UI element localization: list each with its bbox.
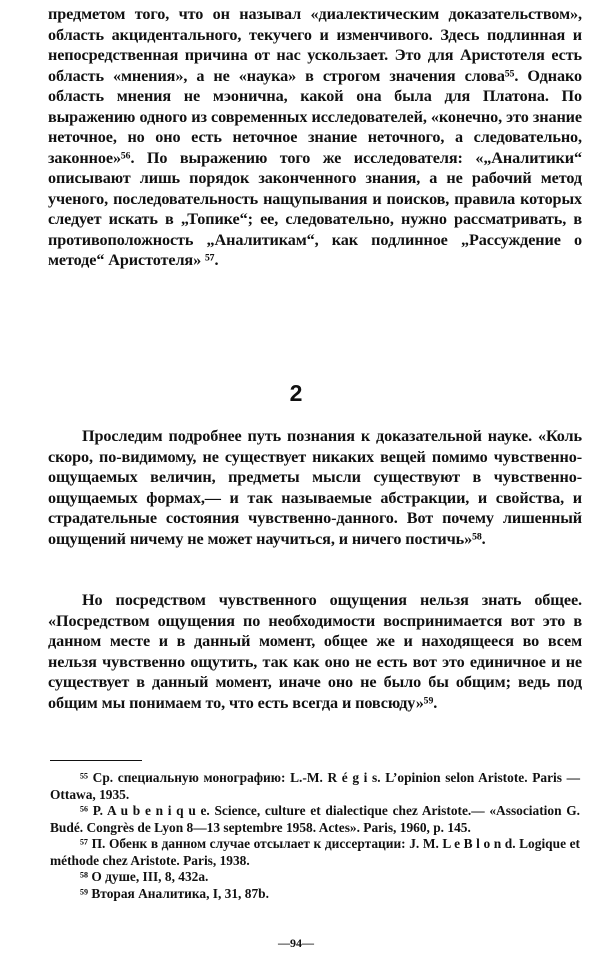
footnote-55: ⁵⁵ Ср. специальную монографию: L.-M. R é g i s. L’opinion selon Aristote. Paris — Ottawa, 1935.: [50, 770, 580, 802]
footnote-divider: [50, 760, 142, 761]
page-number: —94—: [278, 936, 314, 950]
footnote-56: ⁵⁶ P. A u b e n i q u e. Science, culture et dialectique chez Aristote.— «Association G. Budé. Congrès de Lyon 8—13 septembre 1958. Actes». Paris, 1960, p. 145.: [50, 803, 580, 835]
footnote-57: ⁵⁷ П. Обенк в данном случае отсылает к диссертации: J. M. L e B l o n d. Logique et méthode chez Aristote. Paris, 1938.: [50, 836, 580, 868]
footnotes: [50, 770, 580, 902]
footnote-59: ⁵⁹ Вторая Аналитика, I, 31, 87b.: [80, 885, 269, 901]
section-number: 2: [289, 380, 303, 406]
footnote-58: ⁵⁸ О душе, III, 8, 432a.: [80, 869, 209, 884]
paragraph-3: Но посредством чувственного ощущения нельзя знать общее. «Посредством ощущения по необходимости воспринимается вот это в данном месте и в данный момент, общее же и находящееся во всем нельзя чувственно ощутить, так как оно не есть вот это единичное и не существует в данный момент, иначе оно не было бы общим; ведь под общим мы понимаем то, что есть всегда и повсюду»⁵⁹.: [48, 591, 582, 712]
paragraph-continued: предметом того, что он называл «диалектическим доказательством», область акцидентального, текучего и изменчивого. Здесь подлинная и непосредственная причина от нас ускользает. Это для Аристотеля есть область «мнения», а не «наука» в строгом значения слова⁵⁵. Однако область мнения не мэонична, какой она была для Платона. По выражению одного из современных исследователей, «конечно, это знание неточное, но оно есть неточное знание неточного, а следовательно, законное»⁵⁶. По выражению того же исследователя: «„Аналитики“ описывают лишь порядок законченного знания, а не рабочий метод ученого, последовательность нащупывания и поисков, правила которых следует искать в „Топике“; ее, следовательно, нужно рассматривать, в противоположность „Аналитикам“, как подлинное „Рассуждение о методе“ Аристотеля» ⁵⁷.: [48, 5, 582, 269]
paragraph-2: Проследим подробнее путь познания к доказательной науке. «Коль скоро, по-видимому, не существует никаких вещей помимо чувственно-ощущаемых величин, предметы мысли существуют в чувственно-ощущаемых формах,— и так называемые абстракции, и свойства, и страдательные состояния чувственно-данного. Вот почему лишенный ощущений ничему не может научиться, и ничего постичь»⁵⁸.: [48, 427, 582, 548]
